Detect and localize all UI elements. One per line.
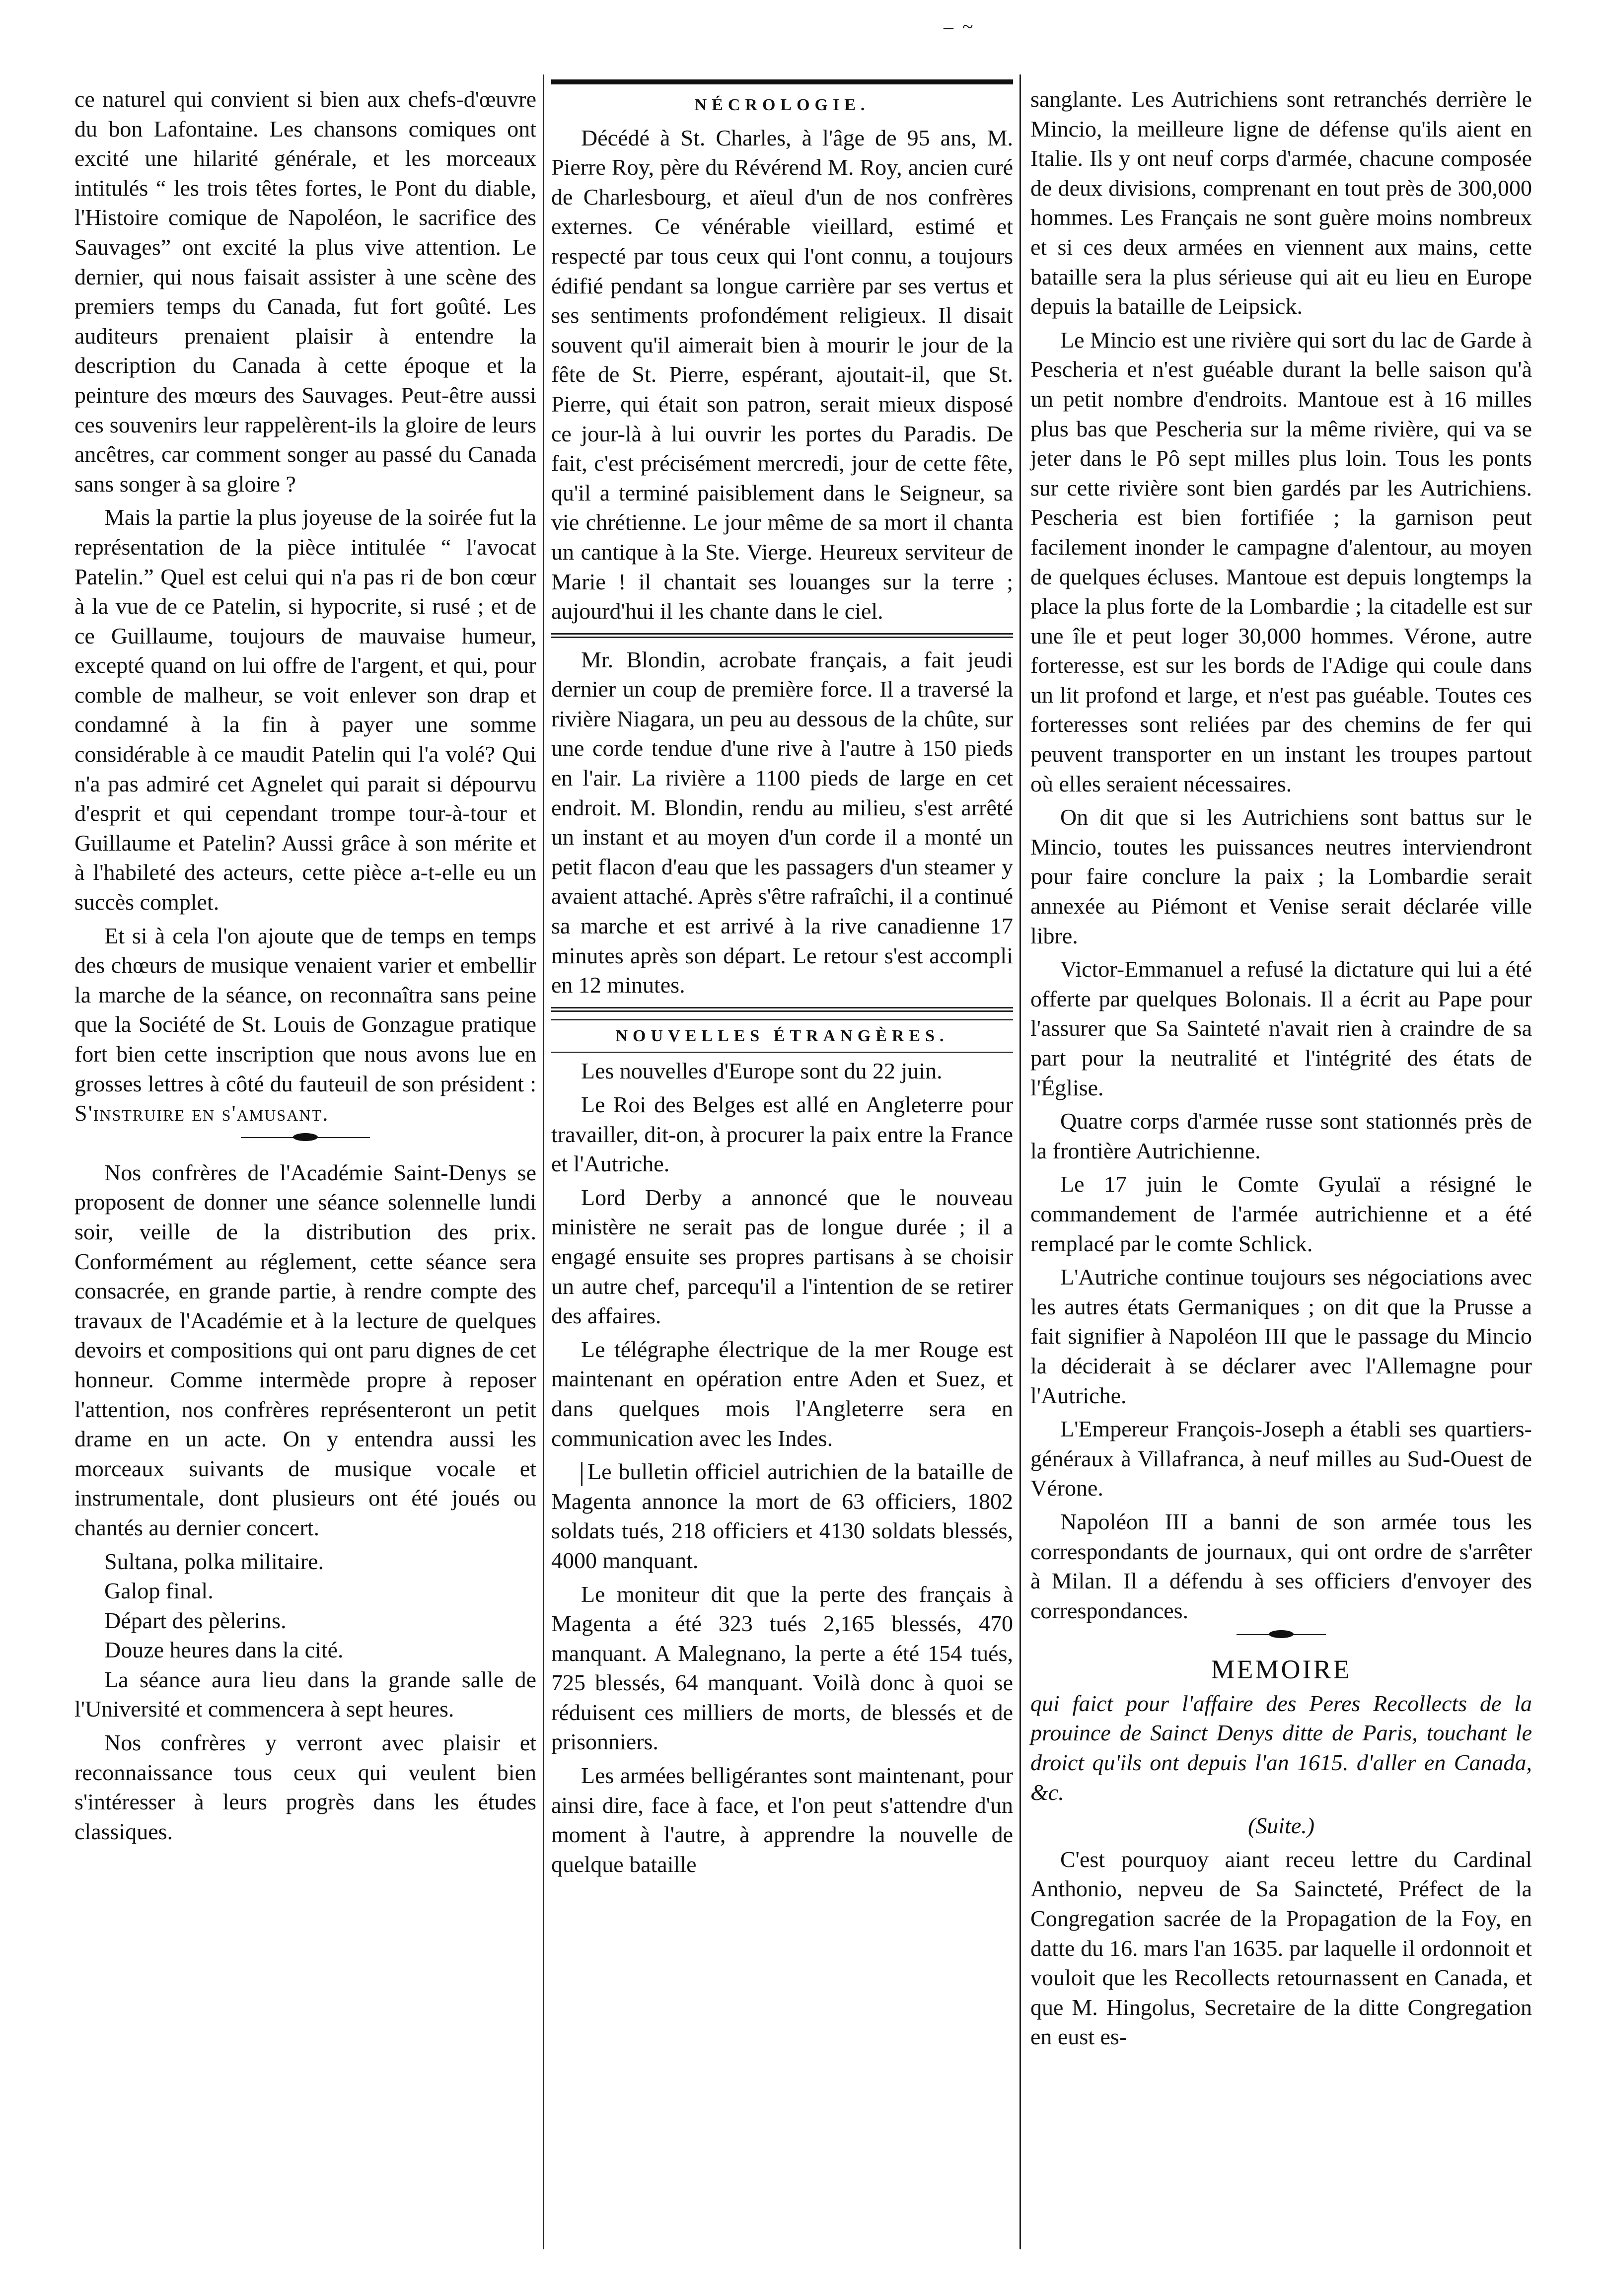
news-item: L'Autriche continue toujours ses négociations avec les autres états Germaniques ; on dit que la Prusse a fait signifier à Napoléon III que le passage du Mincio la déciderait à se déclarer avec l'Allemagne pour l'Autriche. <box>1030 1264 1532 1408</box>
left-column <box>74 84 536 1850</box>
news-item <box>551 1457 1013 1575</box>
divider-ornament <box>293 1133 318 1141</box>
article-text: Et si à cela l'on ajoute que de temps en temps des chœurs de musique venaient varier et embellir la marche de la séance, on reconnaîtra sans peine que la Société de St. Louis de Gonzague pratique fort bien cette inscription que nous avons lue en grosses lettres à côté du fauteuil de son président : <box>74 923 536 1096</box>
section-rule <box>551 633 1013 638</box>
news-item: Quatre corps d'armée russe sont stationnés près de la frontière Autrichienne. <box>1030 1108 1532 1163</box>
memoire-heading: MEMOIRE <box>1211 1654 1352 1685</box>
margin-bracket <box>581 1462 582 1486</box>
news-item: Le Roi des Belges est allé en Angleterre pour travailler, dit-on, à procurer la paix entre la France et l'Autriche. <box>551 1092 1013 1177</box>
column-rule-right <box>1019 74 1021 2249</box>
news-item: L'Empereur François-Joseph a établi ses quartiers-généraux à Villafranca, à neuf milles au Sud-Ouest de Vérone. <box>1030 1416 1532 1501</box>
news-item: Lord Derby a annoncé que le nouveau ministère ne serait pas de longue durée ; il a engagé ensuite ses propres partisans à se choisir un autre chef, parcequ'il a l'intention de se retirer des affaires. <box>551 1184 1013 1329</box>
necrologie-heading: NÉCROLOGIE. <box>694 96 870 114</box>
academie-announcement: Nos confrères de l'Académie Saint-Denys se proposent de donner une séance solennelle lundi soir, veille de la distribution des prix. Conformément au réglement, cette séance sera consacrée, en grande partie, à rendre compte des travaux de l'Académie et à la lecture de quelques devoirs et compositions qui ont paru dignes de cet honneur. Comme intermède propre à reposer l'attention, nos confrères représenteront un petit drame en un acte. On y entendra aussi les morceaux suivants de musique vocale et instrumentale, dont plusieurs ont été joués ou chantés au dernier concert. <box>74 1159 536 1540</box>
article-continuation: ce naturel qui convient si bien aux chefs-d'œuvre du bon Lafontaine. Les chansons comiques ont excité une hilarité générale, et les morceaux intitulés “ les trois têtes fortes, le Pont du diable, l'Histoire comique de Napoléon, le sacrifice des Sauvages” ont excité la plus vive attention. Le dernier, qui nous faisait assister à une scène des premiers temps du Canada, fut fort goûté. Les auditeurs prenaient plaisir à entendre la description du Canada à cette époque et la peinture des mœurs des Sauvages. Peut-être aussi ces souvenirs leur rappelèrent-ils la gloire de leurs ancêtres, car comment songer au passé du Canada sans songer à sa gloire ? <box>74 86 536 497</box>
necrologie-text: Décédé à St. Charles, à l'âge de 95 ans, M. Pierre Roy, père du Révérend M. Roy, ancien curé de Charlesbourg, et aïeul d'un de nos confrères externes. Ce vénérable vieillard, estimé et respecté par tous ceux qui l'ont connu, a toujours édifié pendant sa longue carrière par ses vertus et ses sentiments profondément religieux. Il disait souvent qu'il aimerait bien à mourir le jour de la fête de St. Pierre, espérant, ajoutait-il, que St. Pierre, qui était son patron, serait mieux disposé ce jour-là à lui ouvrir les portes du Paradis. De fait, c'est précisément mercredi, jour de cette fête, qu'il a terminé paisiblement dans le Seigneur, sa vie chrétienne. Le jour même de sa mort il chanta un cantique à la Ste. Vierge. Heureux serviteur de Marie ! il chantait ses louanges sur la terre ; aujourd'hui il les chante dans le ciel. <box>551 125 1013 624</box>
news-item: Les nouvelles d'Europe sont du 22 juin. <box>581 1058 943 1084</box>
program-item: Sultana, polka militaire. <box>104 1548 324 1574</box>
news-item: Le télégraphe électrique de la mer Rouge est maintenant en opération entre Aden et Suez, et dans quelques mois l'Angleterre sera en communication avec les Indes. <box>551 1336 1013 1451</box>
program-item: Douze heures dans la cité. <box>104 1637 344 1663</box>
top-rule <box>551 79 1013 84</box>
society-motto: S'instruire en s'amusant. <box>74 1100 329 1126</box>
section-divider <box>241 1137 370 1145</box>
page-mark: – ~ <box>944 15 975 38</box>
news-item: On dit que si les Autrichiens sont battus sur le Mincio, toutes les puissances neutres interviendront pour faire conclure la paix ; la Lombardie serait annexée au Piémont et Venise serait déclarée ville libre. <box>1030 804 1532 948</box>
nouvelles-heading: NOUVELLES ÉTRANGÈRES. <box>551 1019 1013 1054</box>
memoire-text: C'est pourquoy aiant receu lettre du Cardinal Anthonio, nepveu de Sa Saincteté, Préfect de la Congregation sacrée de la Propagation de la Foy, en datte du 16. mars l'an 1635. par laquelle il ordonnoit et vouloit que les Recollects retournassent en Canada, et que M. Hingolus, Secretaire de la ditte Congregation en eust es- <box>1030 1846 1532 2050</box>
column-rule-left <box>543 74 544 2249</box>
news-item-text: Le bulletin officiel autrichien de la bataille de Magenta annonce la mort de 63 officiers, 1802 soldats tués, 218 officiers et 4130 soldats blessés, 4000 manquant. <box>551 1459 1013 1573</box>
closing-paragraph: Nos confrères y verront avec plaisir et reconnaissance tous ceux qui veulent bien s'intéresser à leurs progrès dans les études classiques. <box>74 1730 536 1844</box>
section-rule <box>551 1007 1013 1012</box>
program-item: Galop final. <box>104 1578 214 1604</box>
news-item: Les armées belligérantes sont maintenant, pour ainsi dire, face à face, et l'on peut s'attendre d'un moment à l'autre, à apprendre la nouvelle de quelque bataille <box>551 1763 1013 1877</box>
seance-info: La séance aura lieu dans la grande salle de l'Université et commencera à sept heures. <box>74 1666 536 1722</box>
memoire-subtitle: qui faict pour l'affaire des Peres Recollects de la prouince de Sainct Denys ditte de Paris, touchant le droict qu'ils ont depuis l'an 1615. d'aller en Canada, &c. <box>1030 1690 1532 1805</box>
article-paragraph: Mais la partie la plus joyeuse de la soirée fut la représentation de la pièce intitulée “ l'avocat Patelin.” Quel est celui qui n'a pas ri de bon cœur à la vue de ce Patelin, si hypocrite, si rusé ; et de ce Guillaume, toujours de mauvaise humeur, excepté quand on lui offre de l'argent, et qui, pour comble de malheur, se voit enlever son drap et condamné à la fin à payer une somme considérable à ce maudit Patelin qui l'a volé? Qui n'a pas admiré cet Agnelet qui parait si dépourvu d'esprit et qui cependant trompe tour-à-tour et Guillaume et Patelin? Aussi grâce à son mérite et à l'habileté des acteurs, cette pièce a-t-elle eu un succès complet. <box>74 504 536 915</box>
news-continuation: sanglante. Les Autrichiens sont retranchés derrière le Mincio, la meilleure ligne de défense qu'ils aient en Italie. Ils y ont neuf corps d'armée, chacune composée de deux divisions, comprenant en tout près de 300,000 hommes. Les Français ne sont guère moins nombreux et si ces deux armées en viennent aux mains, cette bataille sera la plus sérieuse qui ait eu lieu en Europe depuis la bataille de Leipsick. <box>1030 86 1532 319</box>
section-divider <box>1237 1634 1326 1642</box>
article-paragraph <box>74 921 536 1128</box>
program-item: Départ des pèlerins. <box>104 1607 287 1633</box>
middle-column <box>551 84 1013 1883</box>
news-item: Le Mincio est une rivière qui sort du lac de Garde à Pescheria et n'est guéable durant la belle saison qu'à un petit nombre d'endroits. Mantoue est à 16 milles plus bas que Pescheria sur la même rivière, qui va se jeter dans le Pô sept milles plus loin. Tous les ponts sur cette rivière sont bien gardés par les Autrichiens. Pescheria est bien fortifiée ; la garnison peut facilement inonder le campagne d'alentour, au moyen de quelques écluses. Mantoue est depuis longtemps la place la plus forte de la Lombardie ; la citadelle est sur une île et peut loger 30,000 hommes. Vérone, autre forteresse, est sur les bords de l'Adige qui coule dans un lit profond et large, et n'est pas guéable. Toutes ces forteresses sont reliées par des chemins de fer qui peuvent transporter en un instant les troupes partout où elles seraient nécessaires. <box>1030 327 1532 796</box>
news-item: Napoléon III a banni de son armée tous les correspondants de journaux, qui ont ordre de s'arrêter à Milan. Il a défendu à ses officiers d'envoyer des correspondances. <box>1030 1508 1532 1623</box>
blondin-article: Mr. Blondin, acrobate français, a fait jeudi dernier un coup de première force. Il a traversé la rivière Niagara, un peu au dessous de la chûte, sur une corde tendue d'une rive à l'autre à 150 pieds en l'air. La rivière a 1100 pieds de large en cet endroit. M. Blondin, rendu au milieu, s'est arrêté un instant et au moyen d'un corde il a monté un petit flacon d'eau que les passagers d'un steamer y avaient attaché. Après s'être rafraîchi, il a continué sa marche et est arrivé à la rive canadienne 17 minutes après son départ. Le retour s'est accompli en 12 minutes. <box>551 646 1013 998</box>
divider-ornament <box>1269 1630 1294 1638</box>
news-item: Le 17 juin le Comte Gyulaï a résigné le commandement de l'armée autrichienne et a été remplacé par le comte Schlick. <box>1030 1171 1532 1256</box>
suite-label: (Suite.) <box>1247 1813 1315 1839</box>
news-item: Le moniteur dit que la perte des français à Magenta a été 323 tués 2,165 blessés, 470 manquant. A Malegnano, la perte a été 154 tués, 725 blessés, 64 manquant. Voilà donc à quoi se réduisent ces milliers de morts, de blessés et de prisonniers. <box>551 1581 1013 1755</box>
news-item: Victor-Emmanuel a refusé la dictature qui lui a été offerte par quelques Bolonais. Il a écrit au Pape pour l'assurer que Sa Sainteté n'avait rien à craindre de sa part pour la neutralité et l'intégrité des états de l'Église. <box>1030 956 1532 1100</box>
right-column <box>1030 84 1532 2056</box>
